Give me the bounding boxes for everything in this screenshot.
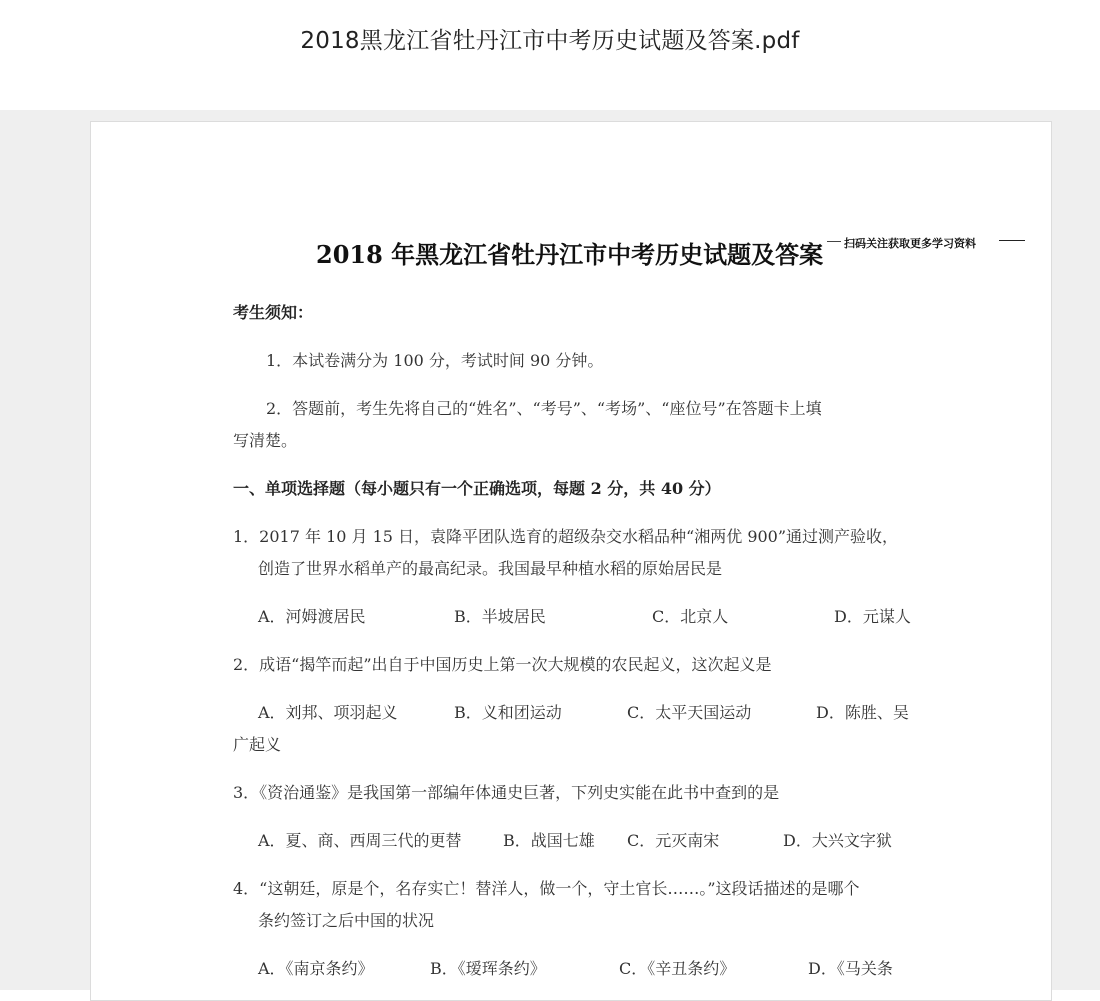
section-1-heading: 一、单项选择题（每小题只有一个正确选项，每题 2 分，共 40 分） bbox=[233, 479, 721, 498]
notice-item-1: 1．本试卷满分为 100 分，考试时间 90 分钟。 bbox=[266, 351, 604, 370]
document-title: 2018 年黑龙江省牡丹江市中考历史试题及答案 bbox=[316, 240, 824, 269]
q2-option-c: C．太平天国运动 bbox=[627, 703, 752, 722]
q3-option-b: B．战国七雄 bbox=[503, 831, 595, 850]
notice-heading: 考生须知： bbox=[233, 303, 314, 322]
question-1-cont: 创造了世界水稻单产的最高纪录。我国最早种植水稻的原始居民是 bbox=[258, 559, 723, 578]
qr-note-rule bbox=[999, 240, 1025, 241]
q3-option-d: D．大兴文字狱 bbox=[783, 831, 892, 850]
q2-option-a: A．刘邦、项羽起义 bbox=[258, 703, 398, 722]
q2-option-b: B．义和团运动 bbox=[454, 703, 562, 722]
q4-option-c: C．《辛丑条约》 bbox=[619, 959, 736, 978]
question-4-cont: 条约签订之后中国的状况 bbox=[258, 911, 435, 930]
q1-option-d: D．元谋人 bbox=[834, 607, 911, 626]
q4-option-b: B．《瑷珲条约》 bbox=[430, 959, 546, 978]
q3-option-a: A．夏、商、西周三代的更替 bbox=[258, 831, 462, 850]
file-title: 2018黑龙江省牡丹江市中考历史试题及答案.pdf bbox=[300, 28, 800, 54]
qr-note: 扫码关注获取更多学习资料 bbox=[844, 237, 976, 250]
q3-option-c: C．元灭南宋 bbox=[627, 831, 720, 850]
q4-option-d: D．《马关条 bbox=[808, 959, 893, 978]
notice-item-2-cont: 写清楚。 bbox=[233, 431, 298, 450]
q1-option-a: A．河姆渡居民 bbox=[258, 607, 366, 626]
q4-option-a: A．《南京条约》 bbox=[258, 959, 374, 978]
pdf-page bbox=[90, 121, 1052, 1001]
question-1: 1．2017 年 10 月 15 日，袁降平团队选育的超级杂交水稻品种“湘两优 900”通过测产验收， bbox=[233, 527, 899, 546]
title-bar bbox=[0, 0, 1100, 110]
question-4: 4．“这朝廷，原是个，名存实亡！替洋人，做一个，守土官长……。”这段话描述的是哪个 bbox=[233, 879, 860, 898]
document-viewer[interactable] bbox=[0, 110, 1100, 990]
notice-item-2: 2．答题前，考生先将自己的“姓名”、“考号”、“考场”、“座位号”在答题卡上填 bbox=[266, 399, 822, 418]
question-2: 2．成语“揭竿而起”出自于中国历史上第一次大规模的农民起义，这次起义是 bbox=[233, 655, 772, 674]
question-3: 3．《资治通鉴》是我国第一部编年体通史巨著，下列史实能在此书中查到的是 bbox=[233, 783, 780, 802]
title-rule bbox=[827, 241, 841, 242]
q2-option-d: D．陈胜、吴 bbox=[816, 703, 909, 722]
q2-option-d-cont: 广起义 bbox=[233, 735, 282, 754]
q1-option-c: C．北京人 bbox=[652, 607, 729, 626]
q1-option-b: B．半坡居民 bbox=[454, 607, 546, 626]
